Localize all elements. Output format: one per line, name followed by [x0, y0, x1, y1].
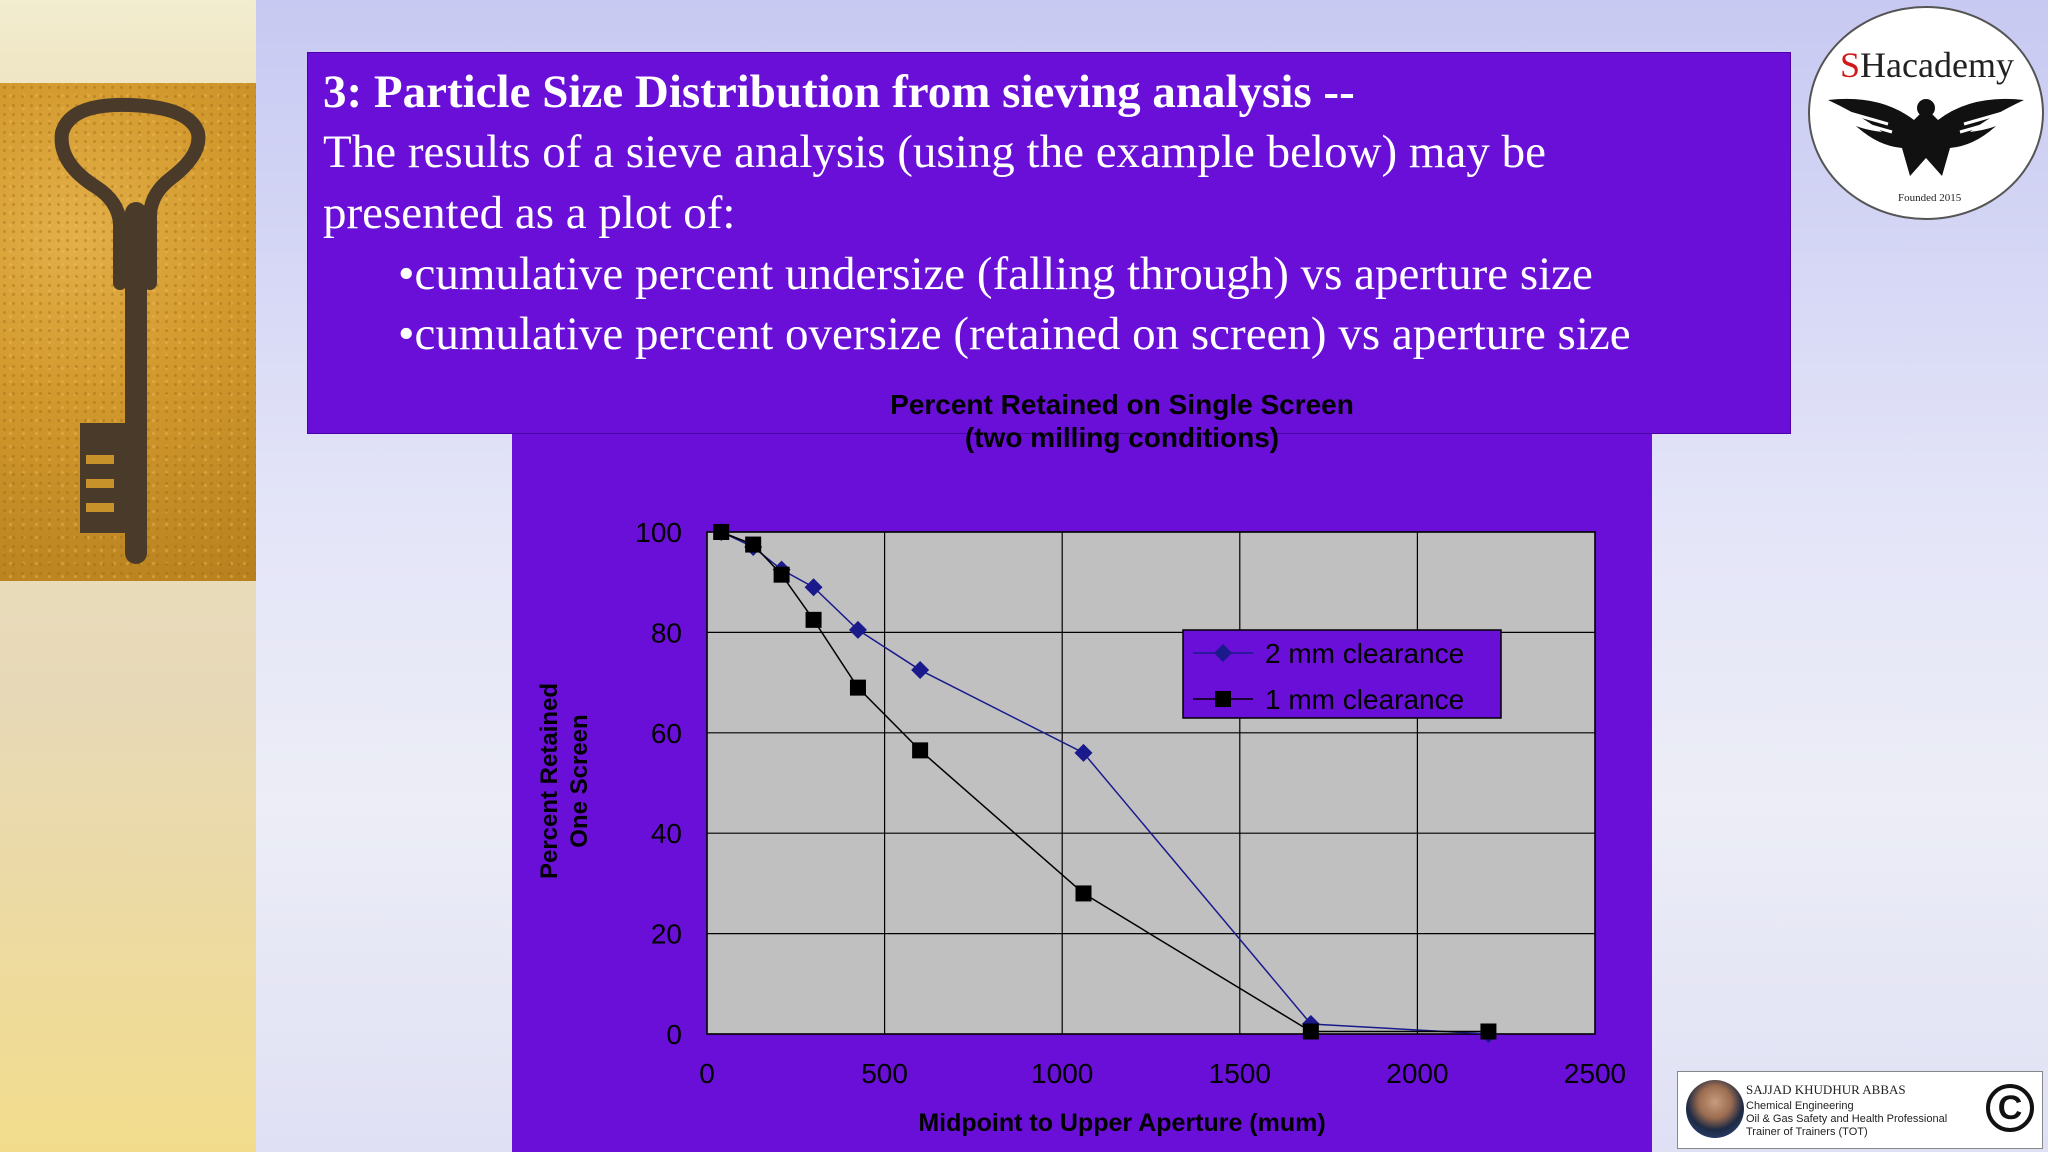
author-title-3: Trainer of Trainers (TOT): [1746, 1126, 1868, 1138]
y-axis-label-line-1: Percent Retained: [536, 682, 563, 880]
slide-text-line-1: The results of a sieve analysis (using the example below) may be: [323, 126, 1546, 178]
data-point-square: [1076, 885, 1092, 901]
data-point-square: [1480, 1023, 1496, 1039]
chart-svg: [512, 389, 1652, 1152]
x-tick-label: 2000: [1386, 1058, 1449, 1089]
legend-label: 1 mm clearance: [1265, 684, 1465, 715]
x-tick-label: 0: [699, 1058, 715, 1089]
x-tick-label: 500: [861, 1058, 908, 1089]
slide-text-line-2: presented as a plot of:: [323, 187, 736, 239]
key-photo: [0, 83, 256, 581]
x-tick-label: 1500: [1208, 1058, 1271, 1089]
data-point-square: [774, 567, 790, 583]
x-tick-label: 2500: [1563, 1058, 1627, 1089]
chart-subtitle: (two milling conditions): [964, 422, 1280, 453]
chart-panel: [512, 389, 1652, 1152]
data-point-square: [806, 612, 822, 628]
avatar: [1686, 1080, 1744, 1138]
data-point-square: [912, 742, 928, 758]
data-point-square: [745, 537, 761, 553]
y-tick-label: 0: [666, 1019, 682, 1050]
y-tick-label: 100: [635, 517, 682, 548]
logo-founded-text: Founded 2015: [1898, 192, 1962, 204]
y-tick-label: 60: [650, 717, 682, 749]
bullet-oversize: •cumulative percent oversize (retained on screen) vs aperture size: [398, 308, 1631, 360]
x-tick-label: 1000: [1031, 1058, 1094, 1089]
slide-heading: 3: Particle Size Distribution from sieving analysis --: [323, 66, 1355, 118]
y-tick-label: 40: [650, 818, 682, 850]
copyright-icon: C: [1986, 1084, 2034, 1132]
author-signature-card: [1677, 1071, 2043, 1149]
bullet-undersize: •cumulative percent undersize (falling through) vs aperture size: [398, 248, 1593, 300]
title-box: [307, 52, 1791, 434]
y-tick-label: 80: [650, 617, 682, 649]
plot-area: [707, 532, 1595, 1034]
author-name: SAJJAD KHUDHUR ABBAS: [1746, 1082, 1906, 1097]
legend-marker-square: [1215, 691, 1231, 707]
y-axis-label-line-2: One Screen: [566, 714, 593, 848]
author-title-1: Chemical Engineering: [1746, 1100, 1854, 1112]
data-point-square: [850, 680, 866, 696]
shacademy-logo: [1808, 6, 2044, 220]
y-tick-label: 20: [650, 918, 682, 950]
x-axis-label: Midpoint to Upper Aperture (mum): [918, 1109, 1326, 1137]
logo-text: SHacademy: [1840, 45, 2014, 85]
chart-title: Percent Retained on Single Screen: [890, 389, 1354, 420]
data-point-square: [713, 524, 729, 540]
author-title-2: Oil & Gas Safety and Health Professional: [1746, 1113, 1948, 1125]
eagle-icon: [1810, 8, 2042, 218]
legend-label: 2 mm clearance: [1265, 638, 1465, 669]
data-point-square: [1303, 1023, 1319, 1039]
